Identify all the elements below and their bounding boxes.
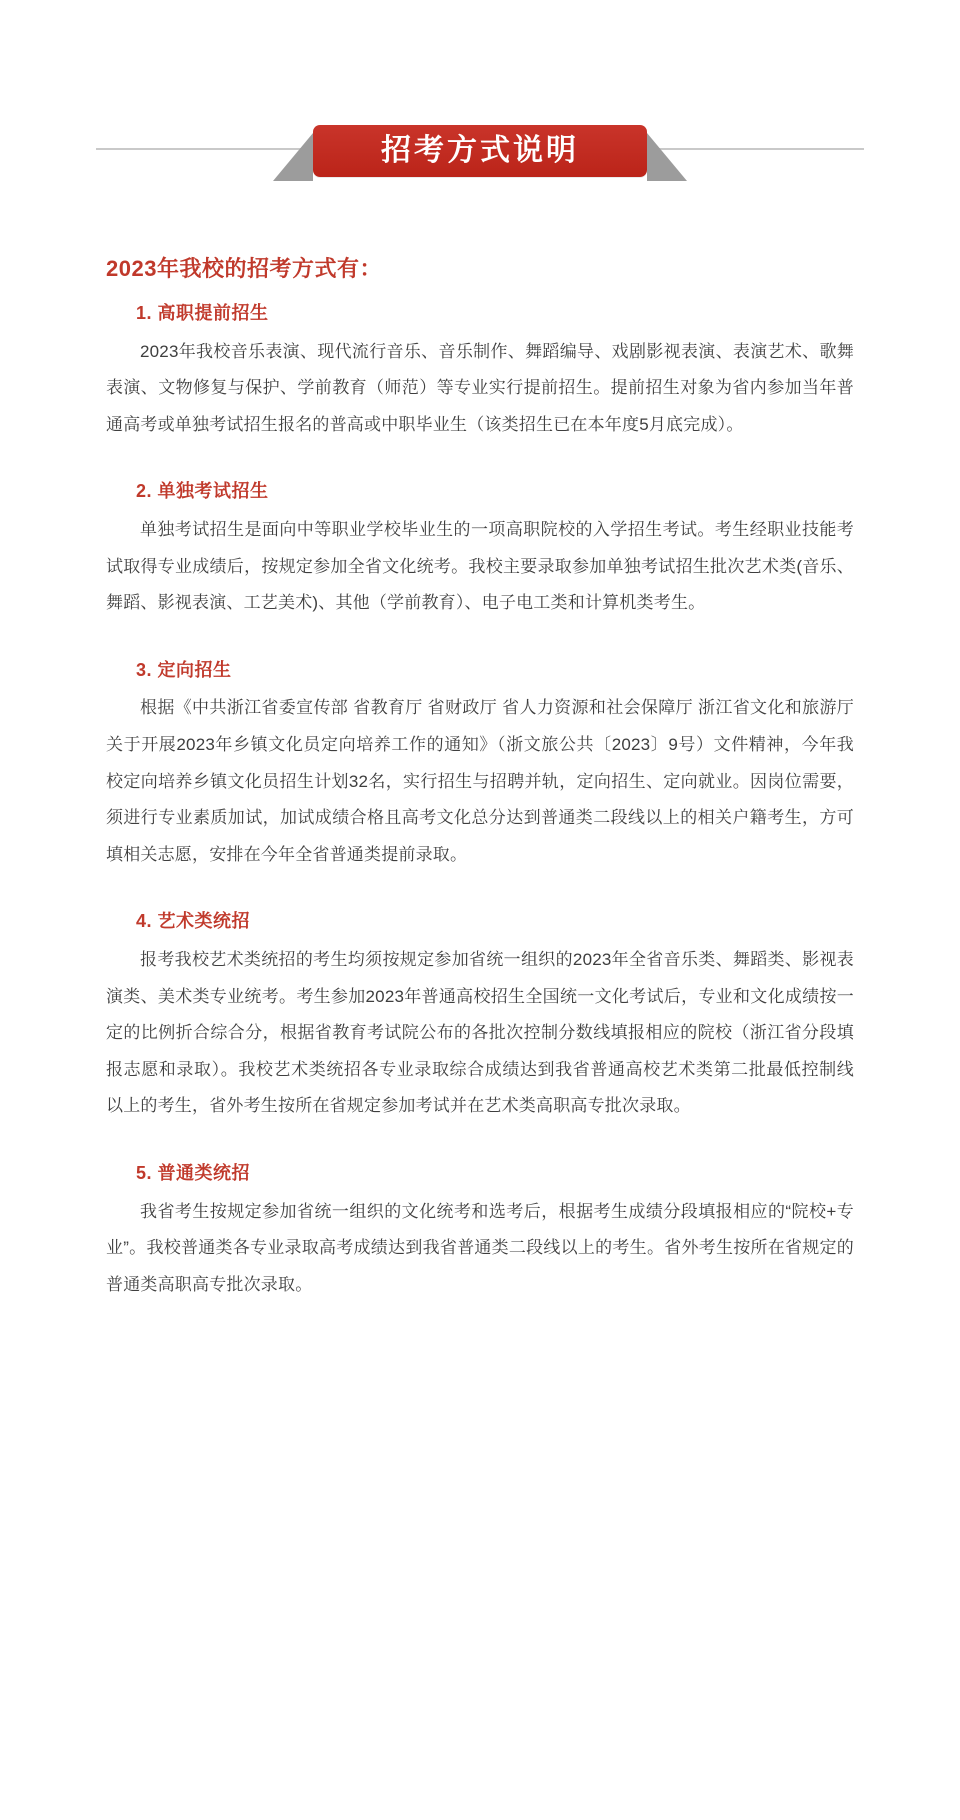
section-5-body: 我省考生按规定参加省统一组织的文化统考和选考后，根据考生成绩分段填报相应的“院校+专业”。我校普通类各专业录取高考成绩达到我省普通类二段线以上的考生。省外考生按所在省规定的普通类高职高专批次录取。: [106, 1201, 854, 1294]
banner-title: 招考方式说明: [381, 134, 579, 167]
section-2-body: 单独考试招生是面向中等职业学校毕业生的一项高职院校的入学招生考试。考生经职业技能考试取得专业成绩后，按规定参加全省文化统考。我校主要录取参加单独考试招生批次艺术类(音乐、舞蹈、影视表演、工艺美术)、其他（学前教育）、电子电工类和计算机类考生。: [106, 520, 854, 613]
section-1-title: 1. 高职提前招生: [136, 302, 269, 323]
section-4-title: 4. 艺术类统招: [136, 911, 251, 932]
banner-plate-group: [273, 125, 687, 177]
document-content: [0, 254, 960, 1393]
banner-right-wing-icon: [647, 125, 687, 177]
page-title: 2023年我校的招考方式有：: [106, 256, 382, 281]
section-1-body: 2023年我校音乐表演、现代流行音乐、音乐制作、舞蹈编导、戏剧影视表演、表演艺术、歌舞表演、文物修复与保护、学前教育（师范）等专业实行提前招生。提前招生对象为省内参加当年普通高考或单独考试招生报名的普高或中职毕业生（该类招生已在本年度5月底完成）。: [106, 341, 854, 434]
section-5-title: 5. 普通类统招: [136, 1162, 251, 1183]
section-4: [106, 907, 854, 1125]
banner-left-wing-icon: [273, 125, 313, 177]
section-2-title: 2. 单独考试招生: [136, 481, 269, 502]
section-3: [106, 656, 854, 874]
section-5: [106, 1159, 854, 1303]
page-header-banner: [0, 92, 960, 210]
section-3-body: 根据《中共浙江省委宣传部 省教育厅 省财政厅 省人力资源和社会保障厅 浙江省文化和旅游厅关于开展2023年乡镇文化员定向培养工作的通知》（浙文旅公共〔2023〕9号）文件精神，今年我校定向培养乡镇文化员招生计划32名，实行招生与招聘并轨，定向招生、定向就业。因岗位需要，须进行专业素质加试，加试成绩合格且高考文化总分达到普通类二段线以上的相关户籍考生，方可填相关志愿，安排在今年全省普通类提前录取。: [106, 698, 854, 864]
section-3-title: 3. 定向招生: [136, 659, 232, 680]
section-4-body: 报考我校艺术类统招的考生均须按规定参加省统一组织的2023年全省音乐类、舞蹈类、影视表演类、美术类专业统考。考生参加2023年普通高校招生全国统一文化考试后，专业和文化成绩按一定的比例折合综合分，根据省教育考试院公布的各批次控制分数线填报相应的院校（浙江省分段填报志愿和录取）。我校艺术类统招各专业录取综合成绩达到我省普通高校艺术类第二批最低控制线以上的考生，省外考生按所在省规定参加考试并在艺术类高职高专批次录取。: [106, 950, 854, 1116]
section-2: [106, 477, 854, 621]
banner-plate: [313, 125, 647, 177]
section-1: [106, 299, 854, 443]
document-page: [0, 92, 960, 1820]
